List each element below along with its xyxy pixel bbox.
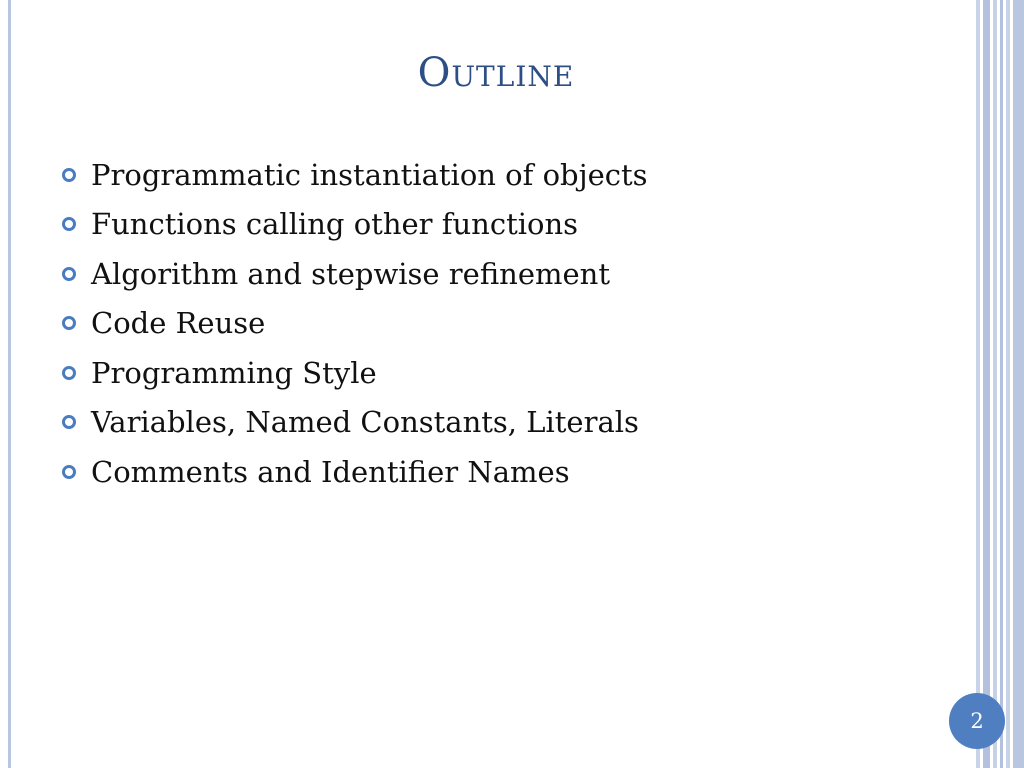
page-number-badge: 2 [949,693,1005,749]
right-stripe-decoration [1000,0,1003,768]
ring-bullet-icon [62,465,76,479]
bullet-text: Programmatic instantiation of objects [91,157,648,192]
bullet-item [62,200,648,250]
bullet-list [62,150,648,497]
bullet-text: Comments and Identifier Names [91,454,570,489]
ring-bullet-icon [62,316,76,330]
slide-title: Outline [417,50,575,96]
bullet-item [62,348,648,398]
right-stripe-decoration [1013,0,1024,768]
ring-bullet-icon [62,267,76,281]
bullet-text: Variables, Named Constants, Literals [91,405,639,440]
left-border-decoration [8,0,11,768]
bullet-item [62,299,648,349]
bullet-text: Algorithm and stepwise refinement [91,256,610,291]
right-stripe-decoration [993,0,997,768]
bullet-text: Code Reuse [91,306,266,341]
right-stripe-decoration [1006,0,1010,768]
ring-bullet-icon [62,217,76,231]
right-stripe-decoration [983,0,990,768]
bullet-item [62,150,648,200]
bullet-item [62,398,648,448]
bullet-text: Functions calling other functions [91,207,579,242]
right-stripe-decoration [976,0,980,768]
bullet-item [62,249,648,299]
ring-bullet-icon [62,168,76,182]
bullet-text: Programming Style [91,355,377,390]
bullet-item [62,447,648,497]
ring-bullet-icon [62,366,76,380]
ring-bullet-icon [62,415,76,429]
